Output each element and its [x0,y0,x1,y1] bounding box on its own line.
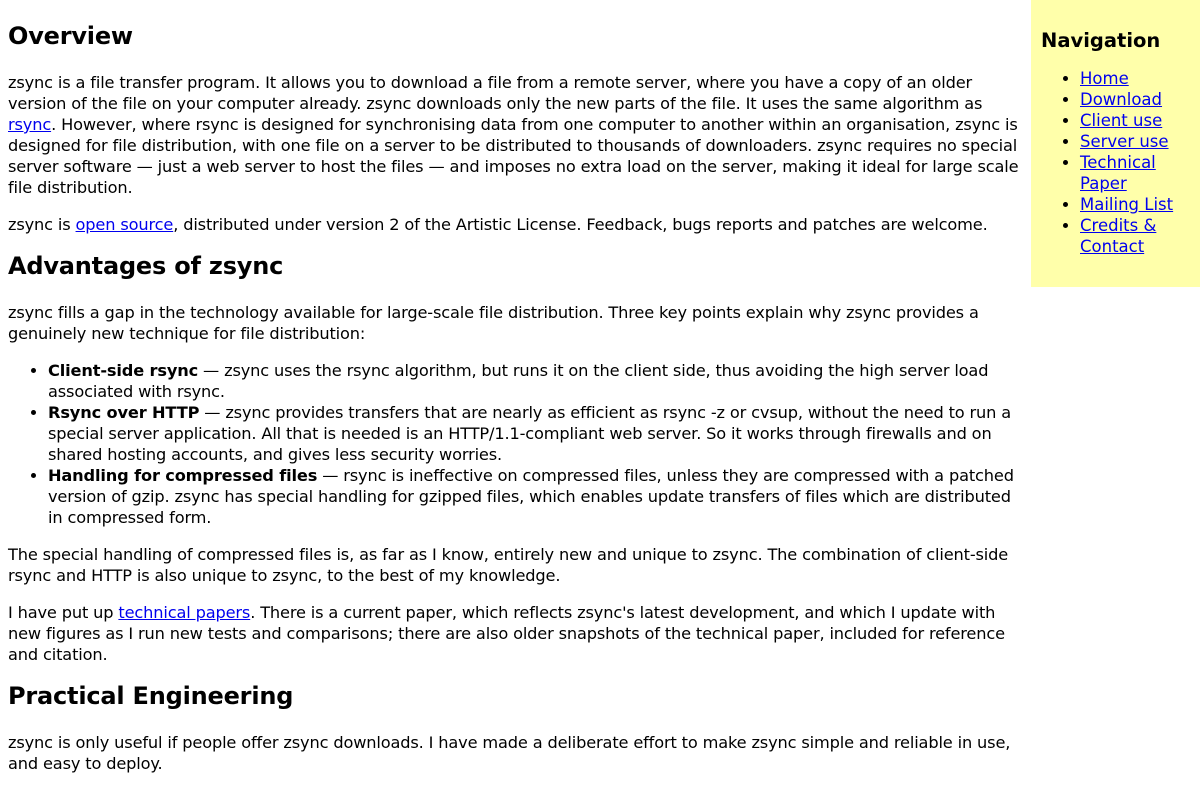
papers-text-1: I have put up [8,603,119,622]
navigation-sidebar [1031,0,1200,287]
nav-link-client-use[interactable]: Client use [1080,111,1163,130]
navigation-list [1041,68,1190,257]
overview-paragraph [8,72,1030,198]
advantage-title: Rsync over HTTP [48,403,200,422]
license-paragraph [8,214,1030,235]
advantage-item [48,465,1030,528]
overview-heading: Overview [8,22,133,50]
technical-papers-link[interactable]: technical papers [118,603,251,622]
unique-paragraph: The special handling of compressed files is, as far as I know, entirely new and unique to zsync. The combination of client-side rsync and HTTP is also unique to zsync, to the best of my knowledge. [8,545,1009,585]
advantage-item [48,402,1030,465]
main-content [8,0,1030,790]
open-source-link[interactable]: open source [75,215,174,234]
advantages-heading: Advantages of zsync [8,252,284,280]
advantage-title: Client-side rsync [48,361,199,380]
overview-text-1: zsync is a file transfer program. It allows you to download a file from a remote server, where you have a copy of an older version of the file on your computer already. zsync downloads only the new parts of the file. It uses the same algorithm as [8,73,983,113]
license-text-2: , distributed under version 2 of the Artistic License. Feedback, bugs reports and patches are welcome. [173,215,988,234]
nav-link-credits-contact[interactable]: Credits & Contact [1080,216,1157,256]
nav-item-mailing-list [1080,194,1190,215]
nav-item-credits-contact [1080,215,1190,257]
advantages-intro: zsync fills a gap in the technology available for large-scale file distribution. Three key points explain why zsync provides a genuinely new technique for file distribution: [8,303,979,343]
advantage-text: — zsync uses the rsync algorithm, but runs it on the client side, thus avoiding the high server load associated with rsync. [48,361,989,401]
nav-item-home [1080,68,1190,89]
nav-item-download [1080,89,1190,110]
advantages-list [8,360,1030,528]
advantage-item [48,360,1030,402]
nav-link-technical-paper[interactable]: Technical Paper [1080,153,1156,193]
advantage-title: Handling for compressed files [48,466,318,485]
license-text-1: zsync is [8,215,76,234]
papers-text-2: . There is a current paper, which reflects zsync's latest development, and which I update with new figures as I run new tests and comparisons; there are also older snapshots of the technical paper, included for reference and citation. [8,603,1005,664]
overview-text-2: . However, where rsync is designed for synchronising data from one computer to another within an organisation, zsync is designed for file distribution, with one file on a server to be distributed to thousands of downloaders. zsync requires no special server software — just a web server to host the files — and imposes no extra load on the server, making it ideal for large scale file distribution. [8,115,1019,197]
nav-item-server-use [1080,131,1190,152]
nav-link-server-use[interactable]: Server use [1080,132,1169,151]
nav-link-download[interactable]: Download [1080,90,1163,109]
rsync-link[interactable]: rsync [8,115,52,134]
navigation-title: Navigation [1041,29,1161,52]
practical-heading: Practical Engineering [8,682,294,710]
nav-link-home[interactable]: Home [1080,69,1129,88]
advantage-text: — zsync provides transfers that are nearly as efficient as rsync -z or cvsup, without the need to run a special server application. All that is needed is an HTTP/1.1-compliant web server. So it works through firewalls and on shared hosting accounts, and gives less security worries. [48,403,1012,464]
nav-item-client-use [1080,110,1190,131]
nav-link-mailing-list[interactable]: Mailing List [1080,195,1174,214]
papers-paragraph [8,602,1030,665]
nav-item-technical-paper [1080,152,1190,194]
advantage-text: — rsync is ineffective on compressed files, unless they are compressed with a patched version of gzip. zsync has special handling for gzipped files, which enables update transfers of files which are distributed in compressed form. [48,466,1014,527]
practical-paragraph: zsync is only useful if people offer zsync downloads. I have made a deliberate effort to make zsync simple and reliable in use, and easy to deploy. [8,733,1011,773]
